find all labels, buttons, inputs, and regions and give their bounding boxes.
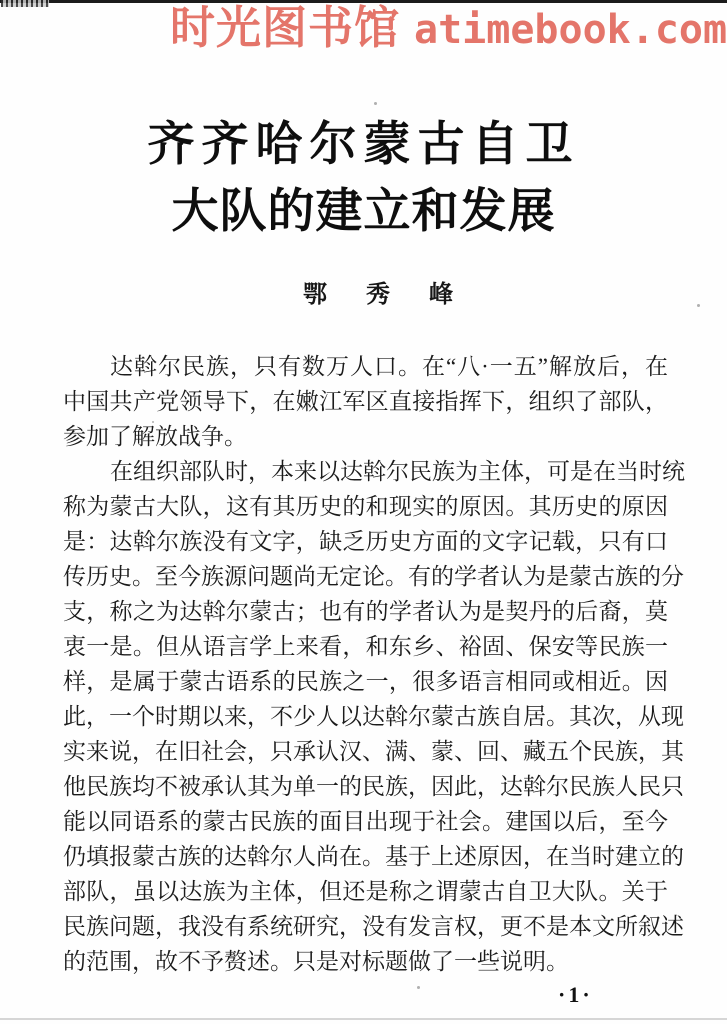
body-line: 参加了解放战争。 bbox=[63, 424, 247, 449]
article-body bbox=[63, 349, 685, 979]
body-line: 传历史。至今族源问题尚无定论。有的学者认为是蒙古族的分 bbox=[63, 564, 684, 589]
body-line: 支，称之为达斡尔蒙古；也有的学者认为是契丹的后裔，莫 bbox=[63, 599, 668, 624]
body-line: 达斡尔民族，只有数万人口。在“八·一五”解放后，在 bbox=[110, 354, 668, 379]
scan-speck bbox=[417, 986, 420, 989]
body-line: 衷一是。但从语言学上来看，和东乡、裕固、保安等民族一 bbox=[63, 634, 668, 659]
body-line: 实来说，在旧社会，只承认汉、满、蒙、回、藏五个民族，其 bbox=[63, 739, 684, 764]
body-line: 他民族均不被承认其为单一的民族，因此，达斡尔民族人民只 bbox=[63, 774, 684, 799]
body-line: 的范围，故不予赘述。只是对标题做了一些说明。 bbox=[63, 949, 569, 974]
scan-edge-bottom bbox=[0, 1018, 727, 1020]
page-number: ·1· bbox=[558, 982, 593, 1007]
body-line: 中国共产党领导下，在嫩江军区直接指挥下，组织了部队， bbox=[63, 389, 668, 414]
body-line: 是：达斡尔族没有文字，缺乏历史方面的文字记载，只有口 bbox=[63, 529, 668, 554]
scan-speck bbox=[697, 304, 700, 307]
scan-speck bbox=[152, 421, 154, 423]
watermark bbox=[170, 3, 727, 64]
body-line: 在组织部队时，本来以达斡尔民族为主体，可是在当时统 bbox=[110, 459, 685, 484]
watermark-site-url: atimebook.com bbox=[414, 7, 727, 53]
body-line: 能以同语系的蒙古民族的面目出现于社会。建国以后，至今 bbox=[63, 809, 668, 834]
article-title bbox=[0, 112, 727, 246]
body-line: 部队，虽以达族为主体，但还是称之谓蒙古自卫大队。关于 bbox=[63, 879, 668, 904]
body-line: 民族问题，我没有系统研究，没有发言权，更不是本文所叙述 bbox=[63, 914, 684, 939]
author-name: 鄂秀峰 bbox=[303, 282, 492, 308]
body-line: 称为蒙古大队，这有其历史的和现实的原因。其历史的原因 bbox=[63, 494, 668, 519]
body-line: 仍填报蒙古族的达斡尔人尚在。基于上述原因，在当时建立的 bbox=[63, 844, 684, 869]
scan-speck bbox=[374, 102, 377, 105]
scan-artifact-ticks bbox=[1, 0, 49, 7]
article-title-line1: 齐齐哈尔蒙古自卫 bbox=[147, 119, 580, 171]
article-title-line2: 大队的建立和发展 bbox=[171, 186, 556, 238]
body-line: 此，一个时期以来，不少人以达斡尔蒙古族自居。其次，从现 bbox=[63, 704, 684, 729]
body-line: 样，是属于蒙古语系的民族之一，很多语言相同或相近。因 bbox=[63, 669, 668, 694]
watermark-library-name: 时光图书馆 bbox=[170, 2, 401, 53]
